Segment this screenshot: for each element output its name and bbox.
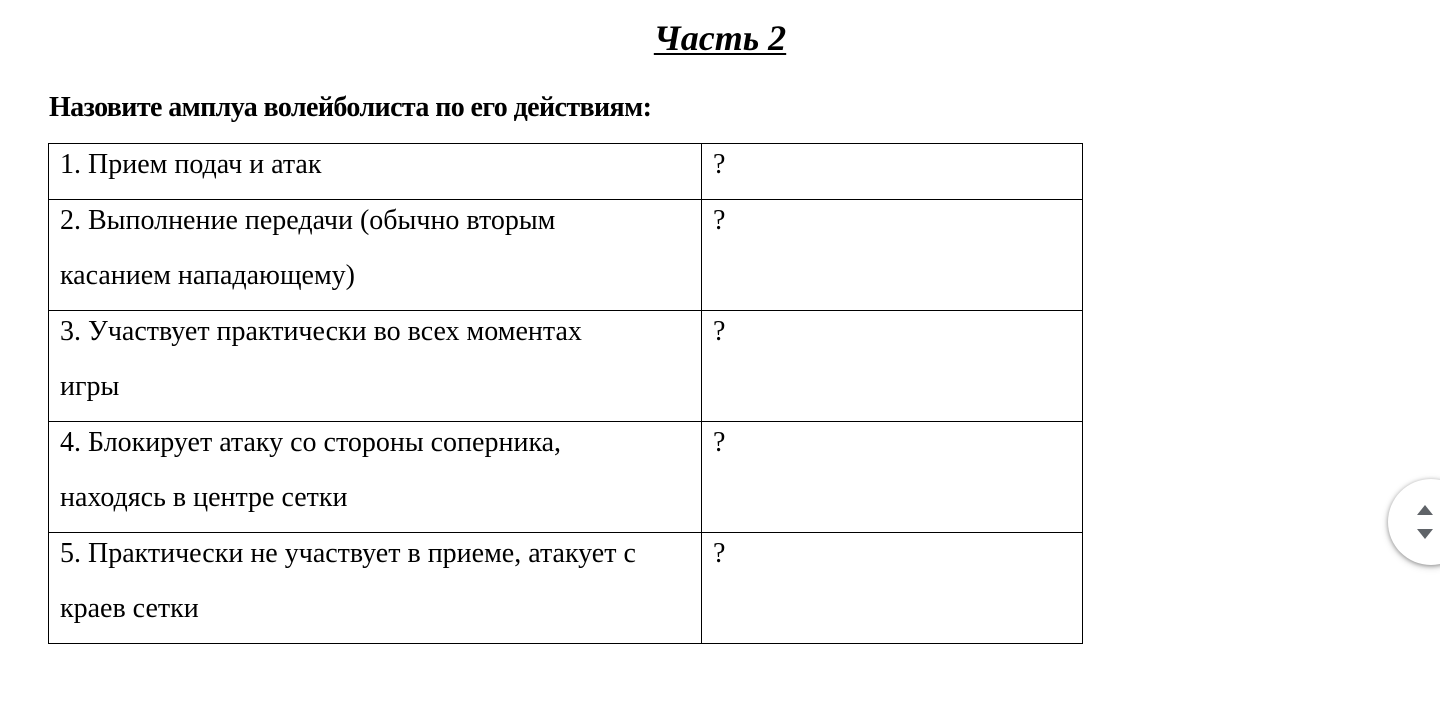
action-text: 1. Прием подач и атак [60, 149, 322, 180]
answer-placeholder: ? [713, 538, 726, 569]
roles-table [48, 143, 1083, 644]
answer-cell [702, 144, 1083, 200]
answer-placeholder: ? [713, 427, 726, 458]
action-cell [49, 200, 702, 311]
up-down-arrows-icon [1414, 503, 1436, 541]
scroll-control-button[interactable] [1388, 479, 1440, 565]
instruction-heading: Назовите амплуа волейболиста по его действиям: [49, 92, 652, 123]
answer-cell [702, 311, 1083, 422]
table-row [49, 144, 1083, 200]
answer-cell [702, 200, 1083, 311]
answer-cell [702, 533, 1083, 644]
action-cell [49, 311, 702, 422]
action-text: 4. Блокирует атаку со стороны соперника, находясь в центре сетки [60, 427, 562, 513]
page-title: Часть 2 [653, 18, 787, 58]
action-text: 3. Участвует практически во всех моментах игры [60, 316, 582, 402]
answer-placeholder: ? [713, 149, 726, 180]
table-row [49, 533, 1083, 644]
action-text: 5. Практически не участвует в приеме, атакует с краев сетки [60, 538, 636, 624]
answer-placeholder: ? [713, 316, 726, 347]
table-row [49, 422, 1083, 533]
answer-cell [702, 422, 1083, 533]
action-cell [49, 533, 702, 644]
action-text: 2. Выполнение передачи (обычно вторым касанием нападающему) [60, 205, 556, 291]
action-cell [49, 422, 702, 533]
answer-placeholder: ? [713, 205, 726, 236]
table-row [49, 311, 1083, 422]
table-row [49, 200, 1083, 311]
action-cell [49, 144, 702, 200]
